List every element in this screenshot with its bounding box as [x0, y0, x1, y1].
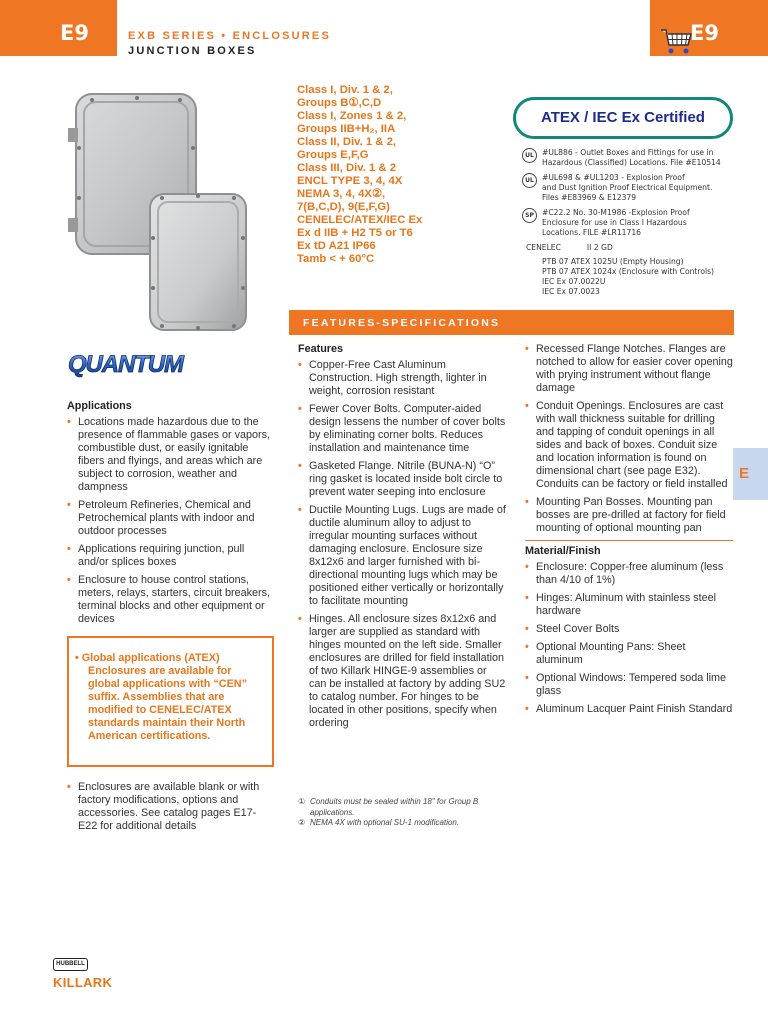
class-line: ENCL TYPE 3, 4, 4X	[297, 175, 403, 187]
cenelec-rating	[526, 243, 760, 253]
page-number-right: E9	[690, 21, 719, 45]
class-line: NEMA 3, 4, 4X②,	[297, 188, 386, 200]
global-box-title: • Global applications (ATEX)	[75, 652, 220, 664]
cert-line: #UL886 - Outlet Boxes and Fittings for use in	[542, 148, 714, 157]
material-finish-title: Material/Finish	[525, 540, 733, 558]
class-line: Class I, Div. 1 & 2,	[297, 84, 393, 96]
product-photo	[62, 88, 272, 338]
cert-line: #C22.2 No. 30-M1986 -Explosion Proof	[542, 208, 690, 217]
list-item: • Optional Mounting Pans: Sheet aluminum	[525, 641, 733, 667]
ptb-line: PTB 07 ATEX 1024x (Enclosure with Controls)	[542, 267, 715, 276]
features-title: Features	[298, 343, 344, 355]
class-line: Groups B①,C,D	[297, 97, 382, 109]
class-line: Class I, Zones 1 & 2,	[297, 110, 407, 122]
list-item: • Ductile Mounting Lugs. Lugs are made of ductile aluminum alloy to adjust to irregular mounting surfaces without damaging enclosure. Enclosure size 8x12x6 and larger furnished with bi-directional mounting lugs which may be positioned either vertically or horizontally to facilitate mounting	[298, 504, 506, 608]
class-line: Class II, Div. 1 & 2,	[297, 136, 396, 148]
list-item: • Steel Cover Bolts	[525, 623, 733, 636]
class-line: Tamb < + 60°C	[297, 253, 375, 265]
shopping-cart-icon[interactable]	[660, 26, 694, 56]
cert-line: Enclosure for use in Class I Hazardous	[542, 218, 687, 227]
cenelec-label: CENELEC	[526, 243, 561, 252]
ptb-line: IEC Ex 07.0023	[542, 287, 600, 296]
quantum-logo-text: QUANTUM	[68, 351, 184, 378]
global-box-body: Enclosures are available for global applications with “CEN” suffix. Assemblies that are modified to CENELEC/ATEX standards maintain their North American certifications.	[88, 665, 247, 742]
hubbell-logo: HUBBELL	[53, 958, 88, 971]
list-item: • Copper-Free Cast Aluminum Construction. High strength, lighter in weight, corrosion resistant	[298, 359, 506, 398]
features-specifications-bar	[289, 310, 734, 335]
series-subtitle: JUNCTION BOXES	[128, 45, 257, 57]
list-item: • Hinges. All enclosure sizes 8x12x6 and larger are supplied as standard with hinges mounted on the left side. Smaller enclosures are drilled for field installation of two Killark HINGE-9 assemblies or can be installed at factory by adding SU2 to catalog number. For hinges to be located in other positions, specify when ordering	[298, 613, 506, 730]
page-tab-right	[650, 0, 768, 56]
ul-logo-icon: UL	[522, 148, 537, 163]
side-tab-label: E	[739, 465, 750, 482]
atex-certified-badge	[513, 97, 733, 139]
list-item: • Petroleum Refineries, Chemical and Petrochemical plants with indoor and outdoor processes	[67, 499, 275, 538]
class-line: 7(B,C,D), 9(E,F,G)	[297, 201, 390, 213]
ptb-line: PTB 07 ATEX 1025U (Empty Housing)	[542, 257, 684, 266]
cenelec-value: II 2 GD	[586, 243, 613, 252]
class-line: Ex d IIB + H2 T5 or T6	[297, 227, 413, 239]
atex-badge-label: ATEX / IEC Ex Certified	[541, 109, 705, 126]
class-line: Groups E,F,G	[297, 149, 369, 161]
list-item: • Optional Windows: Tempered soda lime glass	[525, 672, 733, 698]
applications-title: Applications	[67, 400, 132, 412]
list-item: • Aluminum Lacquer Paint Finish Standard	[525, 703, 733, 716]
list-item: • Recessed Flange Notches. Flanges are notched to allow for easier cover opening with prying instrument without flange damage	[525, 343, 733, 395]
footnote-text: Conduits must be sealed within 18" for Group B applications.	[310, 797, 479, 817]
csa-logo-icon: SP	[522, 208, 537, 223]
cert-item	[520, 173, 760, 203]
list-item: • Enclosures are available blank or with factory modifications, options and accessories. See catalog pages E17-E22 for additional details	[67, 781, 275, 833]
footnote-mark: ①	[298, 797, 306, 806]
ul-logo-icon: UL	[522, 173, 537, 188]
ptb-line: IEC Ex 07.0022U	[542, 277, 606, 286]
class-line: Class III, Div. 1 & 2	[297, 162, 396, 174]
series-title: EXB SERIES • ENCLOSURES	[128, 30, 331, 42]
list-item: • Applications requiring junction, pull and/or splices boxes	[67, 543, 275, 569]
cert-item	[520, 148, 760, 168]
features-bar-title: FEATURES-SPECIFICATIONS	[303, 317, 501, 329]
hazardous-classes-list	[297, 84, 497, 266]
global-applications-box	[67, 636, 274, 767]
cert-line: #UL698 & #UL1203 - Explosion Proof	[542, 173, 685, 182]
class-line: Ex tD A21 IP66	[297, 240, 376, 252]
list-item: • Locations made hazardous due to the presence of flammable gases or vapors, combustible dust, or easily ignitable fibers and flyings, and areas which are subject to corrosion, weather and dampness	[67, 416, 275, 494]
section-side-tab[interactable]	[733, 448, 768, 500]
class-line: CENELEC/ATEX/IEC Ex	[297, 214, 423, 226]
footnote-mark: ②	[298, 818, 306, 827]
cert-line: and Dust Ignition Proof Electrical Equipment.	[542, 183, 713, 192]
page-tab-left	[0, 0, 117, 56]
footnote	[298, 818, 508, 829]
cert-item	[520, 208, 760, 238]
blank-enclosures-note	[67, 781, 275, 838]
quantum-logo	[66, 346, 188, 380]
cert-line: Locations. FILE #LR11716	[542, 228, 641, 237]
cert-line: Hazardous (Classified) Locations. File #E10514	[542, 158, 721, 167]
page-number-left: E9	[60, 21, 89, 45]
footnotes	[298, 797, 508, 829]
list-item: • Gasketed Flange. Nitrile (BUNA-N) “O” ring gasket is located inside bolt circle to prevent water seeping into enclosure	[298, 460, 506, 499]
cert-line: Files #E83969 & E12379	[542, 193, 637, 202]
list-item: • Enclosure to house control stations, meters, relays, starters, circuit breakers, terminal blocks and other equipment or devices	[67, 574, 275, 626]
list-item: • Enclosure: Copper-free aluminum (less than 4/10 of 1%)	[525, 561, 733, 587]
class-line: Groups IIB+H₂, IIA	[297, 123, 396, 135]
features-continued-section	[525, 343, 733, 721]
footnote	[298, 797, 508, 818]
ptb-approvals	[542, 257, 760, 297]
footnote-text: NEMA 4X with optional SU-1 modification.	[310, 818, 460, 827]
list-item: • Conduit Openings. Enclosures are cast with wall thickness suitable for drilling and tapping of conduit openings in all sides and back of boxes. Conduit size and location information is found on dimensional chart (see page E32). Conduits can be factory or field installed	[525, 400, 733, 491]
list-item: • Mounting Pan Bosses. Mounting pan bosses are pre-drilled at factory for field mounting of optional mounting pan	[525, 496, 733, 535]
features-section	[298, 343, 506, 735]
list-item: • Hinges: Aluminum with stainless steel hardware	[525, 592, 733, 618]
list-item: • Fewer Cover Bolts. Computer-aided design lessens the number of cover bolts by eliminating corner bolts. Reduces installation and maintenance time	[298, 403, 506, 455]
certifications-list	[520, 148, 760, 297]
killark-logo: KILLARK	[53, 975, 113, 990]
applications-section	[67, 400, 275, 631]
